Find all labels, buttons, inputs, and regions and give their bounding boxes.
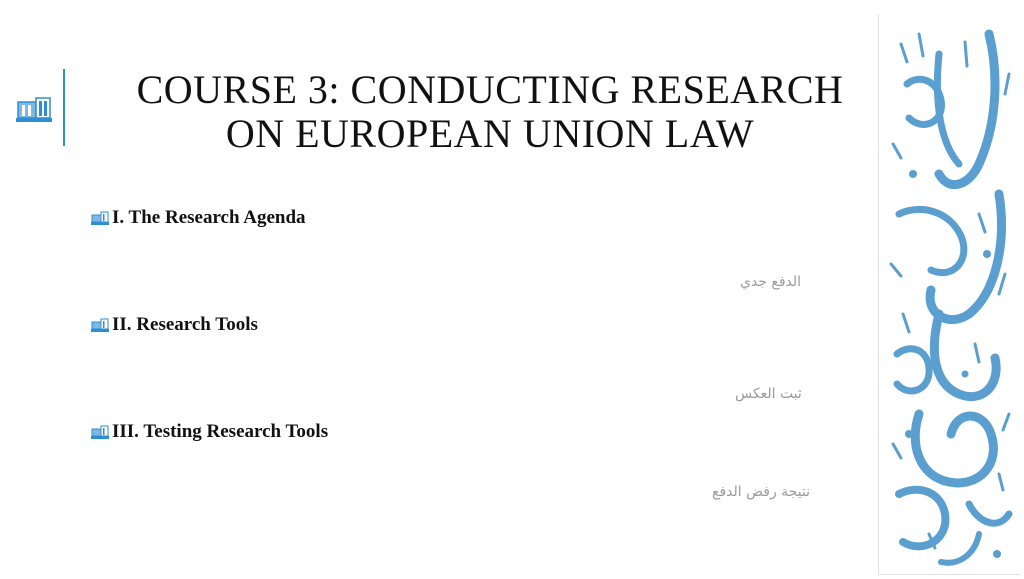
slide-title: [100, 68, 880, 156]
logo-icon: [14, 94, 54, 124]
calligraphy-decoration-icon: [879, 14, 1021, 574]
bullet-item-testing-research-tools: [91, 421, 328, 443]
slide-title-line-1: COURSE 3: CONDUCTING RESEARCH: [136, 67, 844, 112]
bullet-label: III. Testing Research Tools: [112, 421, 329, 442]
bullet-item-research-tools: [91, 314, 258, 336]
slide-title-line-2: ON EUROPEAN UNION LAW: [225, 111, 755, 156]
bullet-label: I. The Research Agenda: [112, 207, 306, 228]
arabic-note-2: ثبت العكس: [735, 386, 802, 402]
bullet-label: II. Research Tools: [112, 314, 258, 335]
building-bullet-icon: [91, 318, 109, 332]
title-divider: [63, 69, 65, 146]
arabic-note-3: نتيجة رفض الدفع: [712, 484, 811, 500]
building-bullet-icon: [91, 211, 109, 225]
building-bullet-icon: [91, 425, 109, 439]
bullet-item-research-agenda: [91, 207, 306, 229]
arabic-note-1: الدفع جدي: [740, 274, 802, 290]
arabic-calligraphy-panel: [878, 14, 1021, 575]
